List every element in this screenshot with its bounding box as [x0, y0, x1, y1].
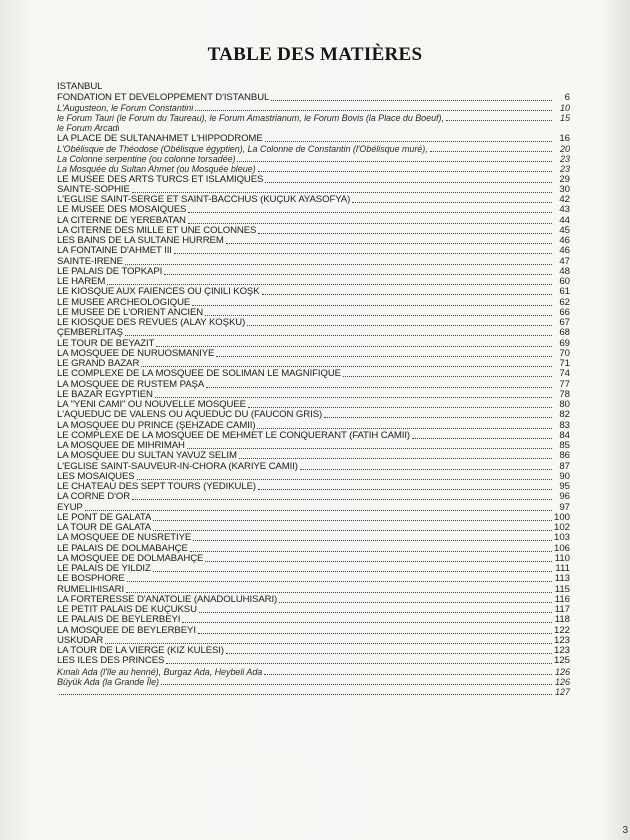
- dot-leader: [265, 174, 552, 183]
- dot-leader: [205, 553, 552, 562]
- toc-entry-title: LA FONTAINE D'AHMET III: [57, 246, 172, 257]
- dot-leader: [206, 379, 552, 388]
- toc-entry-title: LA MOSQUÉE DE NURUOSMANİYE: [57, 348, 215, 359]
- dot-leader: [237, 153, 552, 162]
- toc-entry-title: L'Obélisque de Théodose (Obélisque égyptien), La Colonne de Constantin (l'Obélisque muré),: [57, 143, 428, 154]
- dot-leader: [174, 245, 552, 254]
- toc-entry-page: 90: [559, 470, 570, 482]
- toc-entry-title: LA "YENİ CAMİ" OU NOUVELLE MOSQUÉE: [57, 400, 246, 410]
- toc-entry-page: 6: [564, 91, 570, 103]
- dot-leader: [257, 420, 552, 429]
- dot-leader: [188, 215, 552, 224]
- toc-entry-title: LE PONT DE GALATA: [57, 512, 152, 523]
- toc-entry-page: 10: [559, 102, 570, 113]
- dot-leader: [198, 625, 552, 634]
- dot-leader: [247, 317, 552, 326]
- toc-entry-page: 85: [559, 440, 570, 451]
- dot-leader: [153, 522, 552, 531]
- toc-entry-title: L'ÉGLISE SAINT-SAUVEUR-IN-CHORA (KARİYE CAMİİ): [57, 461, 298, 472]
- toc-entry-page: 66: [559, 306, 570, 318]
- dot-leader: [199, 604, 552, 613]
- toc-entry-page: 86: [559, 450, 570, 462]
- dot-leader: [141, 358, 552, 367]
- toc-entry-page: 23: [559, 164, 570, 175]
- toc-entry-title: LE CHÂTEAU DES SEPT TOURS (YEDİKULE): [57, 482, 256, 492]
- toc-entry-title: LA CORNE D'OR: [57, 492, 131, 503]
- dot-leader: [324, 409, 552, 418]
- dot-leader: [137, 471, 552, 480]
- toc-entry-page: 78: [559, 388, 570, 400]
- toc-entry-page: 30: [559, 183, 570, 195]
- dot-leader: [187, 440, 552, 449]
- dot-leader: [216, 348, 552, 357]
- dot-leader: [104, 82, 552, 90]
- toc-entry-page: 47: [559, 255, 570, 267]
- toc-entry-page: 74: [559, 368, 570, 380]
- toc-entry-title: LA MOSQUÉE DE DOLMABAHÇE: [57, 553, 204, 564]
- dot-leader: [262, 286, 552, 295]
- toc-entry-title: LA MOSQUÉE DU PRINCE (ŞEHZADE CAMİİ): [57, 420, 256, 431]
- toc-entry-title: LE PALAIS DE DOLMABAHÇE: [57, 543, 188, 554]
- toc-entry-page: 118: [554, 614, 570, 626]
- toc-entry-page: 77: [559, 378, 570, 390]
- toc-entry-title: Kınalı Ada (l'île au henné), Burgaz Ada, Heybeli Ada: [57, 666, 263, 677]
- toc-entry-title: LE COMPLEXE DE LA MOSQUÉE DE MEHMET LE CONQUÉRANT (FATİH CAMİİ): [57, 430, 410, 441]
- toc-entry-title: LA TOUR DE LA VIERGE (KIZ KULESİ): [57, 646, 224, 656]
- toc-entry-page: 61: [559, 286, 570, 298]
- dot-leader: [412, 430, 552, 439]
- dot-leader: [153, 512, 552, 521]
- dot-leader: [161, 676, 552, 685]
- toc-entry-page: 45: [559, 224, 570, 236]
- dot-leader: [125, 256, 552, 265]
- toc-entry-title: LE MUSÉE DE L'ORIENT ANCIEN: [57, 307, 204, 318]
- toc-entry-page: 103: [553, 532, 570, 544]
- dot-leader: [132, 184, 552, 193]
- toc-entry-page: 113: [554, 573, 570, 585]
- toc-entry-page: 116: [554, 593, 570, 605]
- dot-leader: [264, 666, 552, 675]
- toc-entry-page: 43: [559, 204, 570, 216]
- toc-entry-page: 110: [554, 552, 570, 564]
- toc-entry-title: L'AQUEDUC DE VALENS OU AQUEDUC DU (FAUCON GRIS): [57, 410, 323, 421]
- dot-leader: [258, 481, 552, 490]
- dot-leader: [352, 194, 552, 203]
- toc-entry-page: 96: [559, 491, 570, 503]
- dot-leader: [271, 92, 552, 101]
- dot-leader: [205, 307, 552, 316]
- toc-entry-title: le Forum Tauri (le Forum du Taureau), le Forum Amastrianum, le Forum Bovis (la Place du Boeuf),: [57, 113, 444, 123]
- dot-leader: [193, 532, 552, 541]
- dot-leader: [105, 635, 552, 644]
- dot-leader: [121, 123, 552, 131]
- toc-entry-page: 126: [554, 666, 570, 677]
- toc-entry-page: 127: [554, 687, 570, 697]
- toc-entry-page: 87: [559, 460, 570, 472]
- dot-leader: [192, 297, 552, 306]
- page-title: TABLE DES MATIÈRES: [207, 44, 423, 65]
- dot-leader: [107, 276, 552, 285]
- toc-entry-page: 15: [559, 113, 570, 123]
- toc-entry-page: 115: [554, 583, 570, 595]
- toc-entry-title: LE MUSÉE DES MOSAÏQUES: [57, 205, 187, 216]
- toc-entry-page: 111: [555, 563, 570, 574]
- toc-entry-title: LES BAINS DE LA SULTANE HÜRREM: [57, 236, 224, 246]
- toc-entry-title: LE KIOSQUE DES REVUES (ALAY KÖŞKÜ): [57, 318, 246, 328]
- toc-entry: [57, 113, 570, 123]
- dot-leader: [258, 225, 552, 234]
- toc-entry-title: LA PLACE DE SULTANAHMET L'HIPPODROME: [57, 133, 263, 144]
- toc-entry-page: 68: [559, 327, 570, 339]
- toc-entry-title: LA MOSQUÉE DU SULTAN YAVUZ SELİM: [57, 451, 237, 462]
- dot-leader: [239, 450, 552, 459]
- toc-entry-title: LE HAREM: [57, 277, 106, 287]
- toc-entry-title: ÜSKÜDAR: [57, 635, 104, 646]
- toc-entry-page: 80: [559, 399, 570, 410]
- toc-entry-title: Büyük Ada (la Grande Île): [57, 676, 159, 687]
- dot-leader: [195, 102, 552, 111]
- dot-leader: [258, 163, 552, 172]
- toc-entry-page: 82: [559, 409, 570, 421]
- toc-entry-page: 102: [553, 522, 570, 533]
- toc-entry-page: 67: [559, 317, 570, 328]
- toc-entry-title: SAINTE-SOPHIE: [57, 184, 130, 195]
- toc-entry-title: La Colonne serpentine (ou colonne torsadée): [57, 154, 236, 164]
- toc-entry-page: 123: [553, 634, 570, 646]
- toc-entry-page: 70: [559, 347, 570, 359]
- dot-leader: [166, 655, 552, 664]
- toc-entry-page: 48: [559, 265, 570, 277]
- dot-leader: [125, 327, 552, 336]
- toc-entry-page: 20: [559, 143, 570, 154]
- toc-entry-title: le Forum Arcadi: [57, 123, 120, 134]
- toc-entry-title: La Mosquée du Sultan Ahmet (ou Mosquée bleue): [57, 164, 256, 175]
- toc-entry-title: L'Augusteon, le Forum Constantini: [57, 102, 194, 113]
- toc-entry-page: 106: [553, 542, 570, 554]
- toc-entry-page: 16: [559, 132, 570, 144]
- page-corner-mark: 3: [622, 825, 628, 836]
- toc-entry-page: 46: [559, 245, 570, 257]
- toc-entry-title: LE PALAIS DE TOPKAPI: [57, 266, 163, 277]
- toc-entry-page: 60: [559, 276, 570, 287]
- toc-entry-title: LA CITERNE DES MILLE ET UNE COLONNES: [57, 225, 257, 236]
- toc-entry-page: 69: [559, 337, 570, 349]
- toc-entry-title: ÇEMBERLİTAŞ: [57, 328, 123, 339]
- dot-leader: [248, 399, 552, 408]
- toc-entry-title: LES MOSAÏQUES: [57, 471, 135, 482]
- dot-leader: [300, 461, 552, 470]
- toc-entry-title: LA TOUR DE GALATA: [57, 523, 152, 533]
- dot-leader: [279, 594, 552, 603]
- toc-entry-page: 123: [553, 645, 570, 656]
- toc-entry-page: 100: [553, 511, 570, 523]
- toc-entry-page: 83: [559, 419, 570, 431]
- dot-leader: [343, 368, 552, 377]
- dot-leader: [126, 584, 552, 593]
- dot-leader: [127, 573, 552, 582]
- toc-entry: [57, 687, 570, 697]
- toc-entry-title: LE TOUR DE BEYAZIT: [57, 338, 155, 349]
- toc-entry-title: LE PETIT PALAIS DE KÜÇÜKSU: [57, 605, 197, 615]
- dot-leader: [190, 543, 552, 552]
- toc-entry-title: LA MOSQUÉE DE NUSRETİYE: [57, 533, 192, 544]
- toc-entry-title: SAINTE-IRÈNE: [57, 256, 123, 267]
- toc-entry-title: LE MUSÉE DES ARTS TURCS ET ISLAMIQUES: [57, 174, 264, 185]
- dot-leader: [188, 204, 552, 213]
- toc-entry-page: 125: [553, 655, 570, 667]
- dot-leader: [265, 133, 552, 142]
- toc-entry-title: LE GRAND BAZAR: [57, 359, 140, 369]
- dot-leader: [156, 338, 552, 347]
- toc-entry-page: 97: [559, 501, 570, 513]
- toc-entry-title: LE PALAIS DE YILDIZ: [57, 564, 151, 574]
- toc-entry-page: 62: [559, 296, 570, 308]
- dot-leader: [155, 389, 552, 398]
- toc-entry-title: FONDATION ET DÉVELOPPEMENT D'ISTANBUL: [57, 92, 270, 103]
- dot-leader: [226, 235, 552, 244]
- dot-leader: [85, 502, 552, 511]
- toc-entry-title: LA MOSQUÉE DE MİHRİMAH: [57, 441, 185, 451]
- toc-entry-title: LE MUSÉE ARCHÉOLOGIQUE: [57, 297, 191, 308]
- table-of-contents: [57, 82, 570, 697]
- toc-entry-page: 29: [559, 173, 570, 185]
- toc-entry-page: 46: [559, 235, 570, 246]
- toc-entry-page: 44: [559, 214, 570, 226]
- toc-entry-title: LE BOSPHORE: [57, 574, 125, 585]
- toc-entry-title: LA MOSQUÉE DE RÜSTEM PAŞA: [57, 379, 205, 390]
- toc-entry-title: LA MOSQUÉE DE BEYLERBEYİ: [57, 625, 196, 636]
- toc-entry-title: RUMELİHİSARI: [57, 584, 125, 595]
- toc-entry-title: LE PALAIS DE BEYLERBEYİ: [57, 615, 181, 626]
- dot-leader: [132, 491, 552, 500]
- toc-entry-title: EYÜP: [57, 502, 83, 513]
- toc-entry-page: 95: [559, 481, 570, 492]
- toc-entry-title: L'ÉGLISE SAINT-SERGE ET SAINT-BACCHUS (KÜÇÜK AYASOFYA): [57, 195, 351, 205]
- toc-entry-page: 71: [559, 358, 570, 369]
- toc-entry-page: 126: [554, 676, 570, 687]
- dot-leader: [164, 266, 552, 275]
- toc-entry-page: 84: [559, 429, 570, 441]
- dot-leader: [446, 112, 552, 121]
- toc-entry-page: 122: [553, 624, 570, 636]
- dot-leader: [182, 614, 552, 623]
- toc-entry-title: LE KIOSQUE AUX FAÏENCES OU ÇİNİLİ KÖŞK: [57, 287, 260, 298]
- toc-entry-page: 117: [554, 604, 570, 615]
- dot-leader: [430, 143, 552, 152]
- toc-entry-title: LA FORTERESSE D'ANATOLIE (ANADOLUHİSARI): [57, 594, 278, 605]
- toc-entry-title: LE COMPLEXE DE LA MOSQUÉE DE SOLIMAN LE MAGNIFIQUE: [57, 369, 341, 380]
- toc-entry-title: LES ÎLES DES PRINCES: [57, 656, 165, 667]
- dot-leader: [153, 563, 552, 572]
- toc-entry-page: 23: [559, 154, 570, 164]
- dot-leader: [226, 645, 552, 654]
- toc-entry-page: 42: [559, 194, 570, 205]
- toc-entry-title: LE BAZAR ÉGYPTIEN: [57, 389, 153, 400]
- dot-leader: [59, 686, 552, 695]
- toc-entry-title: LA CITERNE DE YEREBATAN: [57, 215, 186, 226]
- toc-entry-title: ISTANBUL: [57, 82, 103, 93]
